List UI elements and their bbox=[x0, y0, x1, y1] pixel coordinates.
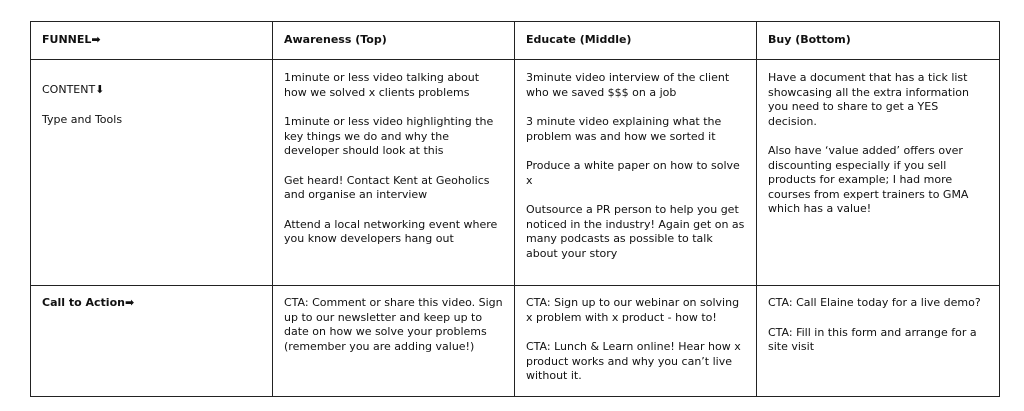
content-awareness-cell bbox=[273, 60, 515, 286]
cta-row bbox=[31, 286, 1000, 397]
header-buy-label: Buy (Bottom) bbox=[768, 33, 851, 46]
content-row bbox=[31, 60, 1000, 286]
content-buy-cell bbox=[757, 60, 1000, 286]
cta-awareness-item: CTA: Comment or share this video. Sign up to our newsletter and keep up to date on how we solve your problems (remember you are adding value!) bbox=[284, 296, 503, 353]
header-cell-buy bbox=[757, 22, 1000, 60]
cta-educate-item: CTA: Sign up to our webinar on solving x problem with x product - how to! bbox=[526, 296, 740, 324]
header-row bbox=[31, 22, 1000, 60]
cta-buy-item: CTA: Call Elaine today for a live demo? bbox=[768, 296, 981, 309]
cta-buy-cell bbox=[757, 286, 1000, 397]
header-funnel-label: FUNNEL➡ bbox=[42, 33, 101, 46]
cta-label: Call to Action➡ bbox=[42, 296, 135, 309]
content-buy-item: Have a document that has a tick list showcasing all the extra information you need to share to get a YES decision. bbox=[768, 71, 969, 128]
cta-educate-cell bbox=[515, 286, 757, 397]
content-educate-item: Produce a white paper on how to solve x bbox=[526, 159, 740, 187]
header-cell-funnel bbox=[31, 22, 273, 60]
content-label: CONTENT⬇ bbox=[42, 83, 105, 96]
cta-educate-item: CTA: Lunch & Learn online! Hear how x product works and why you can’t live without it. bbox=[526, 340, 741, 382]
content-sublabel: Type and Tools bbox=[42, 112, 123, 126]
content-educate-item: Outsource a PR person to help you get noticed in the industry! Again get on as many podcasts as possible to talk about your story bbox=[526, 203, 745, 260]
content-awareness-item: Attend a local networking event where you know developers hang out bbox=[284, 217, 498, 245]
funnel-table bbox=[30, 21, 1000, 397]
content-awareness-item: 1minute or less video highlighting the key things we do and why the developer should look at this bbox=[284, 115, 494, 157]
header-educate-label: Educate (Middle) bbox=[526, 33, 632, 46]
header-cell-awareness bbox=[273, 22, 515, 60]
header-cell-educate bbox=[515, 22, 757, 60]
content-educate-item: 3minute video interview of the client who we saved $$$ on a job bbox=[526, 71, 730, 99]
cta-buy-item: CTA: Fill in this form and arrange for a site visit bbox=[768, 325, 977, 353]
cta-awareness-cell bbox=[273, 286, 515, 397]
content-educate-cell bbox=[515, 60, 757, 286]
content-label-cell bbox=[31, 60, 273, 286]
content-awareness-item: 1minute or less video talking about how we solved x clients problems bbox=[284, 71, 480, 99]
content-awareness-item: Get heard! Contact Kent at Geoholics and organise an interview bbox=[284, 173, 490, 201]
cta-label-cell bbox=[31, 286, 273, 397]
content-buy-item: Also have ‘value added’ offers over discounting especially if you sell products for example; I had more courses from expert trainers to GMA which has a value! bbox=[768, 144, 969, 215]
header-awareness-label: Awareness (Top) bbox=[284, 33, 387, 46]
content-educate-item: 3 minute video explaining what the problem was and how we sorted it bbox=[526, 115, 722, 143]
